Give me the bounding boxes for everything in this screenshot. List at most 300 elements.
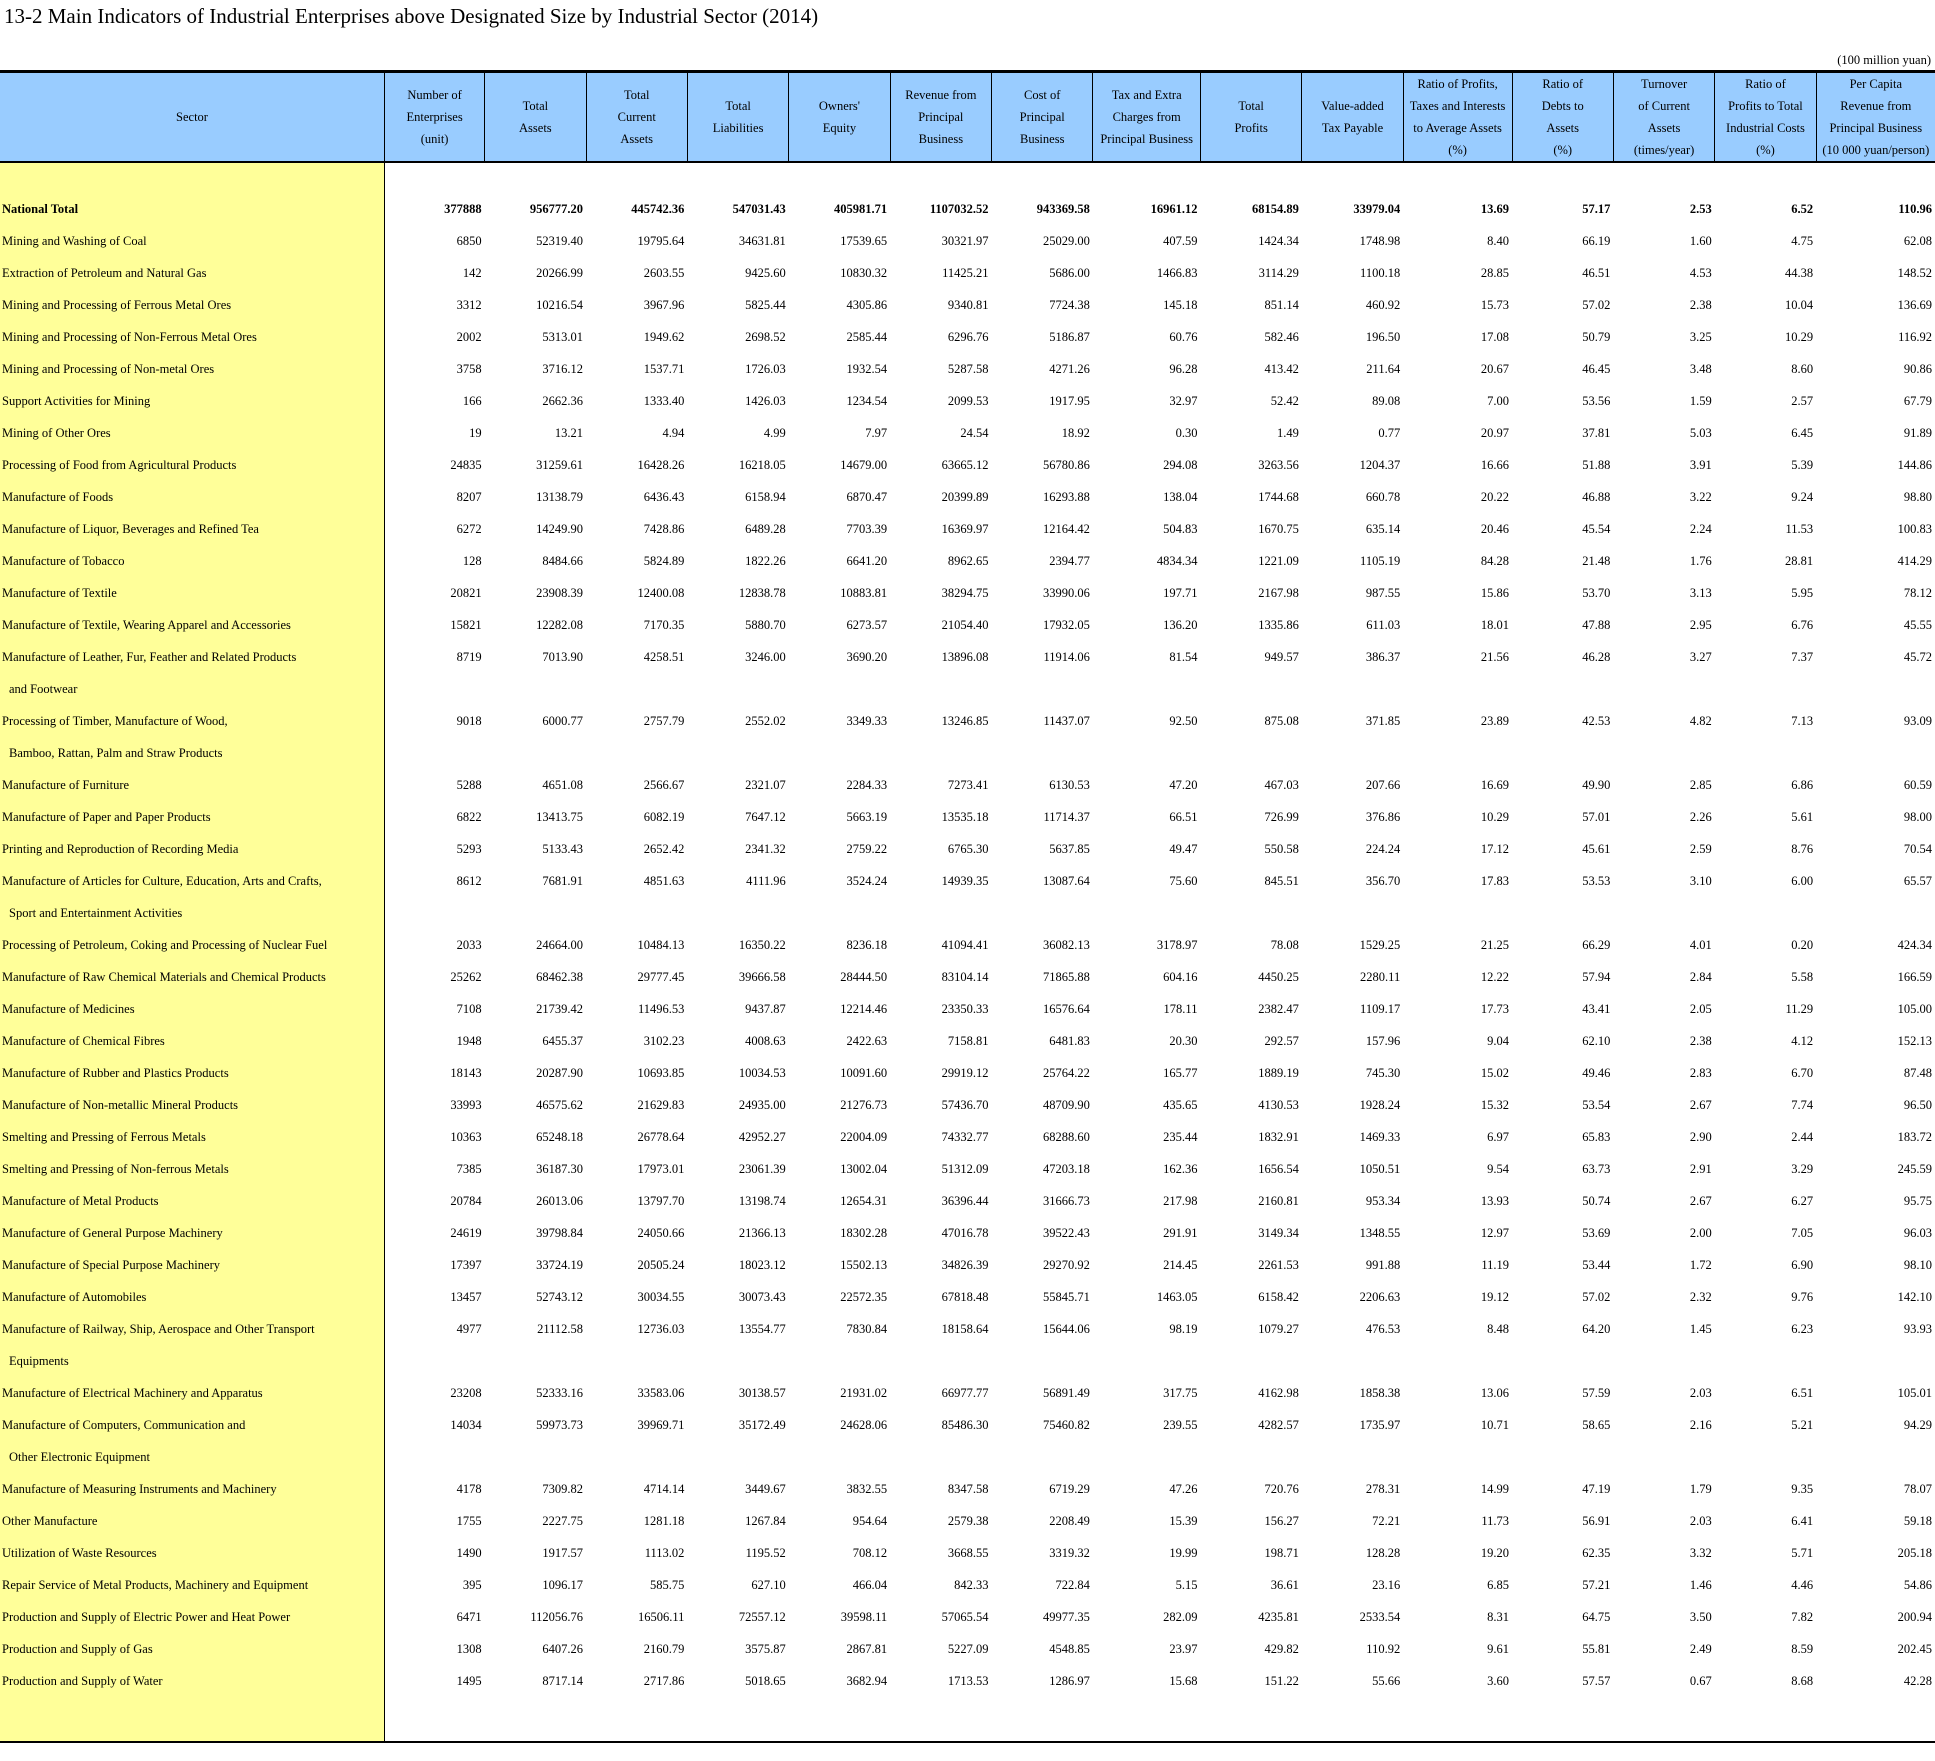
value-cell: 726.99 [1264,809,1299,824]
value-cell: 7013.90 [542,649,584,664]
value-cell: 33993 [450,1097,482,1112]
value-cell: 7724.38 [1049,297,1090,312]
value-cell: 11.29 [1785,1001,1814,1016]
value-cell: 211.64 [1366,361,1401,376]
value-cell: 5133.43 [542,841,584,856]
value-cell: 6471 [456,1609,482,1624]
value-cell: 954.64 [852,1513,888,1528]
value-cell: 15.86 [1480,585,1510,600]
value-cell: 63.73 [1582,1161,1611,1176]
value-cell: 165.77 [1163,1065,1198,1080]
value-cell: 2206.63 [1359,1289,1401,1304]
value-cell: 26013.06 [536,1193,584,1208]
value-cell: 245.59 [1897,1161,1932,1176]
value-cell: 3.25 [1689,329,1712,344]
table-row [0,1601,1935,1633]
value-cell: 953.34 [1365,1193,1401,1208]
value-cell: 10034.53 [738,1065,786,1080]
value-cell: 6407.26 [542,1641,584,1656]
value-cell: 17.08 [1480,329,1510,344]
value-cell: 66.29 [1582,937,1611,952]
column-header: Sector [0,72,385,163]
sector-cell: Manufacture of Tobacco [0,545,385,577]
value-cell: 11.73 [1481,1513,1510,1528]
value-cell: 7.97 [865,425,888,440]
value-cell: 200.94 [1897,1609,1932,1624]
value-cell: 50.79 [1582,329,1611,344]
value-cell: 235.44 [1163,1129,1198,1144]
value-cell: 5313.01 [542,329,584,344]
value-cell: 1096.17 [542,1577,584,1592]
value-cell: 19795.64 [637,233,685,248]
value-cell: 3524.24 [846,873,888,888]
value-cell: 71865.88 [1043,969,1090,984]
value-cell: 13535.18 [941,809,989,824]
value-cell: 6436.43 [643,489,685,504]
sector-cell [0,162,385,193]
value-cell: 6455.37 [542,1033,584,1048]
sector-cell: Support Activities for Mining [0,385,385,417]
value-cell: 20.30 [1169,1033,1198,1048]
value-cell: 1490 [456,1545,482,1560]
value-cell: 4834.34 [1156,553,1198,568]
value-cell: 9.24 [1791,489,1814,504]
sector-cell: Smelting and Pressing of Ferrous Metals [0,1121,385,1153]
value-cell: 70.54 [1903,841,1932,856]
value-cell: 2.53 [1689,201,1712,216]
value-cell: 13198.74 [738,1193,786,1208]
value-cell: 207.66 [1365,777,1401,792]
table-row [0,1121,1935,1153]
value-cell: 9.04 [1487,1033,1510,1048]
value-cell: 4.12 [1791,1033,1814,1048]
value-cell: 3690.20 [846,649,888,664]
value-cell: 435.65 [1163,1097,1198,1112]
value-cell: 1100.18 [1360,265,1401,280]
value-cell: 17397 [450,1257,482,1272]
table-row [0,1473,1935,1505]
value-cell: 4178 [456,1481,482,1496]
value-cell: 291.91 [1163,1225,1198,1240]
value-cell: 2227.75 [542,1513,584,1528]
value-cell: 4977 [456,1321,482,1336]
value-cell: 89.08 [1372,393,1401,408]
sector-cell: Manufacture of Metal Products [0,1185,385,1217]
value-cell: 2552.02 [745,713,786,728]
value-cell: 39798.84 [536,1225,584,1240]
value-cell: 75460.82 [1043,1417,1090,1432]
value-cell: 5287.58 [947,361,989,376]
table-row [0,1185,1935,1217]
value-cell: 6481.83 [1049,1033,1090,1048]
value-cell: 4.01 [1689,937,1712,952]
value-cell: 94.29 [1903,1417,1932,1432]
sector-cell: Printing and Reproduction of Recording Media [0,833,385,865]
value-cell: 18143 [450,1065,482,1080]
value-cell: 13002.04 [840,1161,888,1176]
table-row [0,1313,1935,1345]
table-row-continuation [0,1345,1935,1377]
column-header: Revenue from Principal Business [890,72,991,163]
value-cell: 12214.46 [840,1001,888,1016]
value-cell: 52319.40 [536,233,584,248]
value-cell: 2698.52 [745,329,786,344]
value-cell: 9.76 [1791,1289,1814,1304]
value-cell: 8484.66 [542,553,584,568]
value-cell: 5.39 [1791,457,1814,472]
value-cell: 5186.87 [1049,329,1090,344]
value-cell: 58.65 [1582,1417,1611,1432]
value-cell: 6000.77 [542,713,584,728]
value-cell: 17932.05 [1043,617,1090,632]
value-cell: 110.92 [1366,1641,1401,1656]
value-cell: 991.88 [1365,1257,1401,1272]
value-cell: 198.71 [1264,1545,1299,1560]
value-cell: 2757.79 [643,713,685,728]
value-cell: 708.12 [852,1545,888,1560]
value-cell: 53.70 [1582,585,1611,600]
table-row [0,449,1935,481]
value-cell: 105.01 [1897,1385,1932,1400]
value-cell: 16428.26 [637,457,685,472]
value-cell: 10.71 [1480,1417,1510,1432]
value-cell: 4548.85 [1049,1641,1090,1656]
sector-cell: Processing of Petroleum, Coking and Processing of Nuclear Fuel [0,929,385,961]
value-cell: 15502.13 [840,1257,888,1272]
value-cell: 2.85 [1689,777,1712,792]
value-cell: 7.82 [1791,1609,1814,1624]
value-cell: 18302.28 [840,1225,888,1240]
value-cell: 25764.22 [1043,1065,1090,1080]
value-cell: 23908.39 [536,585,584,600]
value-cell: 2.49 [1689,1641,1712,1656]
value-cell: 11.53 [1785,521,1814,536]
value-cell: 46.45 [1582,361,1611,376]
value-cell: 3.60 [1487,1673,1510,1688]
value-cell: 2579.38 [947,1513,989,1528]
value-cell: 23.16 [1372,1577,1401,1592]
sector-cell: Manufacture of Furniture [0,769,385,801]
value-cell: 2261.53 [1258,1257,1299,1272]
value-cell: 6765.30 [947,841,989,856]
value-cell: 36187.30 [536,1161,584,1176]
value-cell: 95.75 [1903,1193,1932,1208]
value-cell: 18.92 [1061,425,1090,440]
value-cell: 3.32 [1689,1545,1712,1560]
value-cell: 53.56 [1582,393,1611,408]
value-cell: 96.28 [1169,361,1198,376]
value-cell: 20505.24 [637,1257,685,1272]
value-cell: 20266.99 [536,265,584,280]
value-cell: 78.08 [1270,937,1299,952]
value-cell: 196.50 [1365,329,1401,344]
value-cell: 57.21 [1582,1577,1611,1592]
value-cell: 30321.97 [941,233,989,248]
value-cell: 15.32 [1480,1097,1510,1112]
value-cell: 1105.19 [1360,553,1401,568]
value-cell: 68462.38 [536,969,584,984]
value-cell: 96.03 [1903,1225,1932,1240]
value-cell: 842.33 [954,1577,989,1592]
value-cell: 35172.49 [738,1417,786,1432]
value-cell: 429.82 [1264,1641,1299,1656]
value-cell: 128 [462,553,482,568]
value-cell: 10.04 [1785,297,1814,312]
table-row-continuation [0,897,1935,929]
value-cell: 1335.86 [1258,617,1299,632]
sector-cell: Manufacture of Textile, Wearing Apparel and Accessories [0,609,385,641]
value-cell: 34631.81 [738,233,786,248]
value-cell: 55.66 [1372,1673,1401,1688]
table-row [0,1217,1935,1249]
value-cell: 48709.90 [1043,1097,1090,1112]
value-cell: 987.55 [1365,585,1401,600]
column-header: Turnover of Current Assets (times/year) [1613,72,1714,163]
value-cell: 62.08 [1903,233,1932,248]
value-cell: 33979.04 [1353,201,1401,216]
value-cell: 39522.43 [1043,1225,1090,1240]
value-cell: 10883.81 [840,585,888,600]
value-cell: 56891.49 [1043,1385,1090,1400]
value-cell: 6296.76 [947,329,989,344]
value-cell: 8717.14 [542,1673,584,1688]
value-cell: 8.31 [1487,1609,1510,1624]
value-cell: 13554.77 [738,1321,786,1336]
value-cell: 8347.58 [947,1481,989,1496]
value-cell: 25029.00 [1043,233,1090,248]
value-cell: 611.03 [1366,617,1401,632]
table-row [0,1057,1935,1089]
sector-cell: Manufacture of Leather, Fur, Feather and Related Products [0,641,385,673]
sector-cell: Manufacture of Electrical Machinery and Apparatus [0,1377,385,1409]
value-cell: 2759.22 [846,841,888,856]
value-cell: 142 [462,265,482,280]
value-cell: 6.45 [1791,425,1814,440]
value-cell: 2321.07 [745,777,786,792]
value-cell: 460.92 [1365,297,1401,312]
value-cell: 9340.81 [947,297,989,312]
value-cell: 585.75 [650,1577,685,1592]
value-cell: 1466.83 [1156,265,1198,280]
value-cell: 33583.06 [637,1385,685,1400]
table-row [0,961,1935,993]
value-cell: 49.46 [1582,1065,1611,1080]
value-cell: 1495 [456,1673,482,1688]
table-row-continuation [0,673,1935,705]
value-cell: 197.71 [1163,585,1198,600]
value-cell: 1113.02 [644,1545,685,1560]
value-cell: 105.00 [1897,1001,1932,1016]
value-cell: 14034 [450,1417,482,1432]
value-cell: 7647.12 [745,809,786,824]
value-cell: 62.10 [1582,1033,1611,1048]
value-cell: 5.61 [1791,809,1814,824]
value-cell: 72557.12 [738,1609,786,1624]
value-cell: 1822.26 [745,553,786,568]
value-cell: 10484.13 [637,937,685,952]
value-cell: 1.72 [1689,1257,1712,1272]
value-cell: 19.12 [1480,1289,1510,1304]
value-cell: 1469.33 [1359,1129,1401,1144]
sector-cell: Production and Supply of Gas [0,1633,385,1665]
value-cell: 34826.39 [941,1257,989,1272]
value-cell: 43.41 [1582,1001,1611,1016]
value-cell: 9.35 [1791,1481,1814,1496]
value-cell: 2160.81 [1258,1193,1299,1208]
table-body [0,162,1935,1742]
value-cell: 138.04 [1163,489,1198,504]
total-row [0,193,1935,225]
value-cell: 92.50 [1169,713,1198,728]
sector-cell: Other Manufacture [0,1505,385,1537]
value-cell: 3.13 [1689,585,1712,600]
value-cell: 93.09 [1903,713,1932,728]
sector-cell: Manufacture of General Purpose Machinery [0,1217,385,1249]
value-cell: 3668.55 [947,1545,989,1560]
value-cell: 9425.60 [745,265,786,280]
value-cell: 44.38 [1785,265,1814,280]
value-cell: 3312 [456,297,482,312]
value-cell: 11437.07 [1043,713,1090,728]
value-cell: 407.59 [1163,233,1198,248]
value-cell: 371.85 [1365,713,1401,728]
value-cell: 19.99 [1169,1545,1198,1560]
value-cell: 47.19 [1582,1481,1611,1496]
value-cell: 22572.35 [840,1289,888,1304]
value-cell: 21629.83 [637,1097,685,1112]
sector-cell: Manufacture of Articles for Culture, Education, Arts and Crafts, [0,865,385,897]
value-cell: 93.93 [1903,1321,1932,1336]
sector-cell: Manufacture of Automobiles [0,1281,385,1313]
spacer-row [0,162,1935,193]
value-cell: 29777.45 [637,969,685,984]
value-cell: 4282.57 [1258,1417,1299,1432]
sector-cell: Extraction of Petroleum and Natural Gas [0,257,385,289]
value-cell: 1.60 [1689,233,1712,248]
value-cell: 9.61 [1487,1641,1510,1656]
value-cell: 91.89 [1903,425,1932,440]
value-cell: 7428.86 [643,521,685,536]
value-cell: 74332.77 [941,1129,989,1144]
value-cell: 45.61 [1582,841,1611,856]
value-cell: 13413.75 [536,809,584,824]
column-header: Value-added Tax Payable [1302,72,1403,163]
value-cell: 23061.39 [738,1161,786,1176]
table-row [0,1409,1935,1441]
value-cell: 2867.81 [846,1641,888,1656]
value-cell: 11714.37 [1043,809,1090,824]
table-row [0,385,1935,417]
value-cell: 53.54 [1582,1097,1611,1112]
value-cell: 1670.75 [1258,521,1299,536]
value-cell: 5637.85 [1049,841,1090,856]
value-cell: 13138.79 [536,489,584,504]
value-cell: 6158.42 [1258,1289,1299,1304]
value-cell: 60.59 [1903,777,1932,792]
sector-cell: Manufacture of Medicines [0,993,385,1025]
value-cell: 3575.87 [745,1641,786,1656]
table-row [0,1025,1935,1057]
table-row [0,993,1935,1025]
value-cell: 10.29 [1480,809,1510,824]
value-cell: 57.02 [1582,1289,1611,1304]
value-cell: 64.75 [1582,1609,1611,1624]
value-cell: 12.22 [1480,969,1510,984]
value-cell: 23.89 [1480,713,1510,728]
value-cell: 65248.18 [536,1129,584,1144]
value-cell: 2.00 [1689,1225,1712,1240]
value-cell: 467.03 [1264,777,1299,792]
value-cell: 217.98 [1163,1193,1198,1208]
value-cell: 57.59 [1582,1385,1611,1400]
value-cell: 57065.54 [941,1609,989,1624]
value-cell: 6.86 [1791,777,1814,792]
sector-cell: Mining and Processing of Non-Ferrous Metal Ores [0,321,385,353]
value-cell: 1426.03 [745,393,786,408]
table-row [0,1089,1935,1121]
column-header: Total Assets [485,72,586,163]
value-cell: 17539.65 [840,233,888,248]
value-cell: 14.99 [1480,1481,1510,1496]
value-cell: 63665.12 [941,457,989,472]
value-cell: 5686.00 [1049,265,1090,280]
value-cell: 66977.77 [941,1385,989,1400]
value-cell: 5.21 [1791,1417,1814,1432]
value-cell: 8719 [456,649,482,664]
value-cell: 239.55 [1163,1417,1198,1432]
value-cell: 1949.62 [643,329,685,344]
value-cell: 13087.64 [1043,873,1090,888]
value-cell: 7681.91 [542,873,584,888]
value-cell: 11914.06 [1043,649,1090,664]
value-cell: 15.73 [1480,297,1510,312]
value-cell: 3449.67 [745,1481,786,1496]
value-cell: 30073.43 [738,1289,786,1304]
value-cell: 7158.81 [947,1033,989,1048]
value-cell: 0.20 [1791,937,1814,952]
value-cell: 14679.00 [840,457,888,472]
table-row [0,417,1935,449]
value-cell: 13246.85 [941,713,989,728]
value-cell: 2160.79 [643,1641,685,1656]
value-cell: 3263.56 [1258,457,1299,472]
value-cell: 20.46 [1480,521,1510,536]
value-cell: 956777.20 [529,201,584,216]
value-cell: 2.90 [1689,1129,1712,1144]
value-cell: 6870.47 [846,489,888,504]
value-cell: 24835 [450,457,482,472]
table-row [0,1281,1935,1313]
value-cell: 3178.97 [1156,937,1198,952]
value-cell: 1.49 [1276,425,1299,440]
value-cell: 16506.11 [637,1609,685,1624]
value-cell: 6.52 [1791,201,1814,216]
value-cell: 9.54 [1487,1161,1510,1176]
value-cell: 66.51 [1169,809,1198,824]
value-cell: 20287.90 [536,1065,584,1080]
table-row [0,1633,1935,1665]
value-cell: 8.40 [1487,233,1510,248]
value-cell: 1755 [456,1513,482,1528]
value-cell: 33990.06 [1043,585,1090,600]
table-header-row [0,72,1935,163]
value-cell: 1.46 [1689,1577,1712,1592]
value-cell: 56780.86 [1043,457,1090,472]
value-cell: 1932.54 [846,361,888,376]
value-cell: 31259.61 [536,457,584,472]
sector-cell: Manufacture of Foods [0,481,385,513]
value-cell: 12.97 [1480,1225,1510,1240]
